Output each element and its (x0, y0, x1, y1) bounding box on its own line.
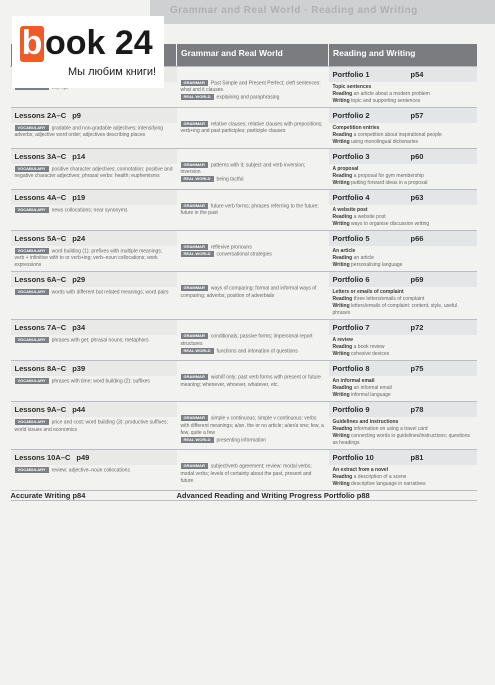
vocab-cell (11, 320, 177, 361)
portfolio-topic: Topic sentences (332, 84, 372, 90)
portfolio-body (329, 82, 477, 107)
vocab-cell (11, 272, 177, 320)
grammar-body (177, 190, 329, 219)
grammar-cell (177, 320, 329, 361)
grammar-text: subject/verb agreement; review: modal verbs; modal verbs; levels of certainty about the past, present and future (180, 463, 312, 484)
lesson-page: p44 (72, 405, 86, 415)
real-world-text: conversational strategies (216, 251, 272, 258)
grammar-line (181, 333, 325, 347)
logo-b-badge: b (21, 24, 43, 62)
lesson-heading (11, 108, 177, 123)
reading-label: Reading (332, 474, 353, 481)
portfolio-topic: An informal email (332, 378, 375, 385)
vocab-body (11, 246, 177, 271)
portfolio-body (329, 246, 477, 271)
table-row (11, 272, 477, 320)
grammar-cell (177, 108, 329, 149)
writing-text: putting forward ideas in a proposal (351, 180, 428, 186)
writing-label: Writing (332, 98, 350, 104)
grammar-body (177, 231, 329, 261)
vocab-text: word building (1): prefixes with multiple meanings; verb + infinitive with to or verb+ing; verb–noun collocations; work expressions (14, 248, 163, 269)
vocab-body (11, 465, 177, 476)
real-world-line (181, 348, 325, 355)
grammar-cell (177, 272, 329, 320)
grammar-body (177, 402, 329, 446)
grammar-cell (177, 450, 329, 491)
portfolio-cell (329, 231, 477, 272)
portfolio-topic: An article (332, 248, 356, 254)
vocab-body (11, 164, 177, 182)
vocab-cell (11, 402, 177, 450)
reading-label: Reading (332, 344, 353, 351)
real-world-tag: REAL WORLD (181, 176, 214, 182)
portfolio-cell (329, 67, 477, 108)
lesson-page: p29 (72, 275, 86, 285)
grammar-tag: GRAMMAR (181, 333, 208, 339)
reading-text: a competition about inspirational people (353, 132, 442, 138)
portfolio-topic: A website post (332, 207, 368, 213)
portfolio-body (329, 417, 477, 449)
vocabulary-tag: VOCABULARY (15, 337, 49, 343)
lesson-heading (11, 149, 177, 164)
writing-text: informal language (351, 392, 391, 399)
grammar-tag: GRAMMAR (181, 374, 208, 380)
portfolio-cell (329, 190, 477, 231)
portfolio-heading (329, 320, 477, 335)
vocab-body (11, 417, 177, 435)
vocab-text: phrases with time; word building (2): suffixes (51, 378, 150, 385)
grammar-body (177, 149, 329, 186)
portfolio-topic: Guidelines and instructions (332, 419, 399, 426)
portfolio-body (329, 205, 477, 230)
table-row (11, 402, 477, 450)
lesson-heading (11, 402, 177, 417)
lesson-title: Lessons 4A–C (14, 193, 67, 202)
vocab-text: words with different but related meanings; word pairs (51, 289, 169, 296)
lesson-title: Lessons 6A–C (14, 275, 67, 285)
vocab-text: positive character adjectives; connotation: positive and negative character adjectives; phrasal verbs: health; euphemisms (14, 166, 173, 180)
grammar-line (181, 203, 325, 217)
portfolio-page: p75 (410, 364, 424, 374)
logo-wordmark-rest: ook 24 (45, 24, 153, 62)
portfolio-title: Portfolio 7 (332, 323, 370, 333)
grammar-cell (177, 361, 329, 402)
grammar-tag: GRAMMAR (181, 121, 208, 127)
grammar-body (177, 450, 329, 486)
grammar-cell (177, 67, 329, 108)
lesson-title: Lessons 3A–C (14, 152, 67, 161)
writing-text: cohesive devices (351, 351, 390, 358)
portfolio-cell (329, 149, 477, 190)
portfolio-topic: Letters or emails of complaint (332, 289, 404, 296)
portfolio-heading (329, 67, 477, 82)
vocab-body (11, 376, 177, 387)
portfolio-title: Portfolio 5 (332, 234, 370, 243)
writing-label: Writing (332, 481, 350, 488)
grammar-tag: GRAMMAR (181, 415, 208, 421)
portfolio-body (329, 376, 477, 401)
portfolio-page: p66 (410, 234, 424, 243)
writing-text: personalising language (351, 262, 403, 268)
grammar-line (181, 415, 325, 436)
grammar-cell (177, 190, 329, 231)
writing-label: Writing (332, 303, 350, 310)
vocabulary-tag: VOCABULARY (15, 378, 49, 384)
lesson-title: Lessons 9A–C (14, 405, 67, 415)
portfolio-title: Portfolio 10 (332, 453, 374, 463)
grammar-tag: GRAMMAR (181, 80, 208, 86)
portfolio-title: Portfolio 1 (332, 70, 370, 79)
header-col-reading-writing: Reading and Writing (329, 44, 477, 67)
real-world-line (181, 176, 325, 183)
grammar-line (181, 244, 325, 251)
grammar-text: relative clauses; relative clauses with prepositions; verb+ing and past participles; participle clauses (180, 121, 323, 135)
grammar-cell (177, 231, 329, 272)
grammar-tag: GRAMMAR (181, 244, 208, 250)
portfolio-cell (329, 361, 477, 402)
table-row (11, 361, 477, 402)
portfolio-body (329, 164, 477, 189)
reading-text: information on using a travel card (353, 426, 428, 433)
grammar-line (181, 285, 325, 299)
vocabulary-tag: VOCABULARY (15, 207, 49, 213)
portfolio-body (329, 123, 477, 148)
real-world-tag: REAL WORLD (181, 348, 214, 354)
vocab-cell (11, 361, 177, 402)
lesson-title: Lessons 2A–C (14, 111, 67, 120)
portfolio-title: Portfolio 4 (332, 193, 370, 202)
portfolio-heading (329, 231, 477, 246)
lesson-heading (11, 190, 177, 205)
lesson-page: p39 (72, 364, 86, 374)
portfolio-heading (329, 272, 477, 287)
portfolio-heading (329, 361, 477, 376)
reading-label: Reading (332, 214, 353, 220)
writing-label: Writing (332, 433, 350, 440)
grammar-tag: GRAMMAR (181, 463, 208, 469)
grammar-body (177, 108, 329, 137)
grammar-tag: GRAMMAR (181, 285, 208, 291)
portfolio-page: p78 (410, 405, 424, 415)
reading-text: three letters/emails of complaint (353, 296, 425, 303)
portfolio-body (329, 465, 477, 490)
writing-label: Writing (332, 139, 350, 145)
portfolio-page: p72 (410, 323, 424, 333)
portfolio-page: p60 (410, 152, 424, 161)
lesson-page: p34 (72, 323, 86, 333)
table-row (11, 190, 477, 231)
lesson-heading (11, 361, 177, 376)
lesson-title: Lessons 10A–C (14, 453, 71, 463)
portfolio-topic: A review (332, 337, 353, 344)
portfolio-page: p54 (410, 70, 424, 79)
reading-text: an informal email (353, 385, 392, 392)
lesson-page: p19 (72, 193, 86, 202)
writing-text: connecting words in guidelines/instructions; questions as headings (332, 433, 470, 447)
lesson-page: p9 (72, 111, 81, 120)
vocabulary-tag: VOCABULARY (15, 125, 49, 131)
reading-text: a proposal for gym membership (353, 173, 424, 179)
vocabulary-tag: VOCABULARY (15, 419, 49, 425)
grammar-body (177, 67, 329, 104)
lesson-title: Lessons 8A–C (14, 364, 67, 374)
vocabulary-tag: VOCABULARY (15, 289, 49, 295)
reading-label: Reading (332, 173, 353, 179)
lesson-title: Lessons 5A–C (14, 234, 67, 243)
reading-text: an article (353, 255, 374, 261)
vocab-cell (11, 149, 177, 190)
grammar-text: Past Simple and Present Perfect; cleft sentences: what and it clauses (180, 80, 321, 94)
portfolio-heading (329, 450, 477, 465)
lesson-heading (11, 231, 177, 246)
real-world-text: presenting information (216, 436, 267, 443)
reading-text: a book review (353, 344, 385, 351)
writing-text: using monolingual dictionaries (351, 139, 419, 145)
portfolio-page: p57 (410, 111, 424, 120)
portfolio-heading (329, 190, 477, 205)
real-world-line (181, 437, 325, 444)
vocabulary-tag: VOCABULARY (15, 166, 49, 172)
reading-text: an article about a modern problem (353, 91, 430, 97)
logo-wordmark (20, 26, 153, 62)
grammar-text: ways of comparing; formal and informal ways of comparing; adverbs; position of adverbials (180, 285, 317, 299)
portfolio-topic: Competition entries (332, 125, 380, 131)
footer-accurate-writing: Accurate Writing p84 (11, 491, 177, 501)
portfolio-heading (329, 108, 477, 123)
real-world-text: explaining and paraphrasing (216, 94, 280, 101)
vocabulary-tag: VOCABULARY (15, 467, 49, 473)
header-col-grammar: Grammar and Real World (177, 44, 329, 67)
vocab-cell (11, 108, 177, 149)
portfolio-page: p69 (410, 275, 424, 285)
lesson-page: p24 (72, 234, 86, 243)
real-world-text: being tactful (216, 176, 244, 183)
reading-label: Reading (332, 385, 353, 392)
reading-text: a website post (353, 214, 386, 220)
reading-label: Reading (332, 132, 353, 138)
vocab-body (11, 335, 177, 346)
portfolio-title: Portfolio 3 (332, 152, 370, 161)
vocab-cell (11, 450, 177, 491)
grammar-body (177, 320, 329, 357)
portfolio-title: Portfolio 2 (332, 111, 370, 120)
table-row (11, 320, 477, 361)
grammar-body (177, 272, 329, 301)
grammar-text: simple v continuous; simple v continuous: verbs with different meanings; a/an, the or no article; a/an/a one; few, a few, quite a few (180, 415, 324, 436)
vocab-cell (11, 190, 177, 231)
top-banner-text: Grammar and Real World · Reading and Writing (170, 5, 418, 16)
portfolio-title: Portfolio 6 (332, 275, 370, 285)
grammar-line (181, 121, 325, 135)
grammar-text: patterns with it; subject and verb inversion; inversion (180, 162, 306, 176)
portfolio-cell (329, 320, 477, 361)
reading-label: Reading (332, 255, 353, 261)
footer-row (11, 491, 477, 501)
writing-label: Writing (332, 351, 350, 358)
grammar-tag: GRAMMAR (181, 203, 208, 209)
portfolio-title: Portfolio 8 (332, 364, 370, 374)
grammar-cell (177, 149, 329, 190)
vocab-body (11, 205, 177, 216)
real-world-line (181, 251, 325, 258)
lesson-page: p14 (72, 152, 86, 161)
portfolio-title: Portfolio 9 (332, 405, 370, 415)
table-body (11, 67, 477, 491)
grammar-text: wish/if only; past verb forms with present or future meaning; whenever, whoever, whatever, etc. (180, 374, 321, 388)
portfolio-topic: An extract from a novel (332, 467, 389, 474)
portfolio-page: p81 (410, 453, 424, 463)
portfolio-cell (329, 272, 477, 320)
vocab-text: price and cost; word building (3): productive suffixes; world issues and economics (14, 419, 168, 433)
vocab-text: review; adjective–noun collocations (51, 467, 130, 474)
lesson-heading (11, 320, 177, 335)
vocab-text: phrases with get; phrasal nouns; metaphors (51, 337, 149, 344)
portfolio-topic: A proposal (332, 166, 359, 172)
writing-text: ways to organise discussion writing (351, 221, 430, 227)
writing-text: descriptive language in narratives (351, 481, 426, 488)
footer-progress-portfolio: Advanced Reading and Writing Progress Portfolio p88 (177, 491, 477, 501)
grammar-text: future verb forms; phrases referring to the future; future in the past (180, 203, 319, 217)
table-row (11, 231, 477, 272)
real-world-tag: REAL WORLD (181, 437, 214, 443)
portfolio-cell (329, 108, 477, 149)
vocab-cell (11, 231, 177, 272)
grammar-text: reflexive pronouns (210, 244, 252, 251)
grammar-text: conditionals; passive forms; impersonal report structures (180, 333, 313, 347)
logo-tagline: Мы любим книги! (68, 66, 157, 78)
reading-label: Reading (332, 426, 353, 433)
portfolio-heading (329, 149, 477, 164)
writing-label: Writing (332, 180, 350, 186)
contents-table (10, 44, 477, 501)
writing-label: Writing (332, 221, 350, 227)
writing-text: topic and supporting sentences (351, 98, 421, 104)
table-row (11, 108, 477, 149)
real-world-tag: REAL WORLD (181, 251, 214, 257)
top-banner (150, 0, 495, 24)
lesson-page: p49 (76, 453, 90, 463)
lesson-heading (11, 272, 177, 287)
grammar-line (181, 463, 325, 484)
portfolio-heading (329, 402, 477, 417)
lesson-heading (11, 450, 177, 465)
book24-logo (12, 16, 164, 88)
portfolio-cell (329, 402, 477, 450)
grammar-tag: GRAMMAR (181, 162, 208, 168)
portfolio-cell (329, 450, 477, 491)
real-world-line (181, 94, 325, 101)
vocab-text: news collocations; near synonyms (51, 207, 128, 214)
table-row (11, 450, 477, 491)
grammar-line (181, 80, 325, 94)
portfolio-body (329, 287, 477, 319)
grammar-cell (177, 402, 329, 450)
reading-text: a description of a scene (353, 474, 407, 481)
reading-label: Reading (332, 91, 353, 97)
grammar-body (177, 361, 329, 390)
vocab-text: gradable and non-gradable adjectives; intensifying adverbs; adjective word order; adjectives describing places (14, 125, 164, 139)
reading-label: Reading (332, 296, 353, 303)
vocab-body (11, 123, 177, 141)
lesson-title: Lessons 7A–C (14, 323, 67, 333)
portfolio-body (329, 335, 477, 360)
real-world-text: functions and intonation of questions (216, 347, 298, 354)
real-world-tag: REAL WORLD (181, 94, 214, 100)
table-row (11, 149, 477, 190)
writing-label: Writing (332, 392, 350, 399)
portfolio-page: p63 (410, 193, 424, 202)
writing-label: Writing (332, 262, 350, 268)
grammar-line (181, 374, 325, 388)
vocab-body (11, 287, 177, 298)
grammar-line (181, 162, 325, 176)
vocabulary-tag: VOCABULARY (15, 248, 49, 254)
writing-text: letters/emails of complaint: content, style, useful phrases (332, 303, 458, 317)
